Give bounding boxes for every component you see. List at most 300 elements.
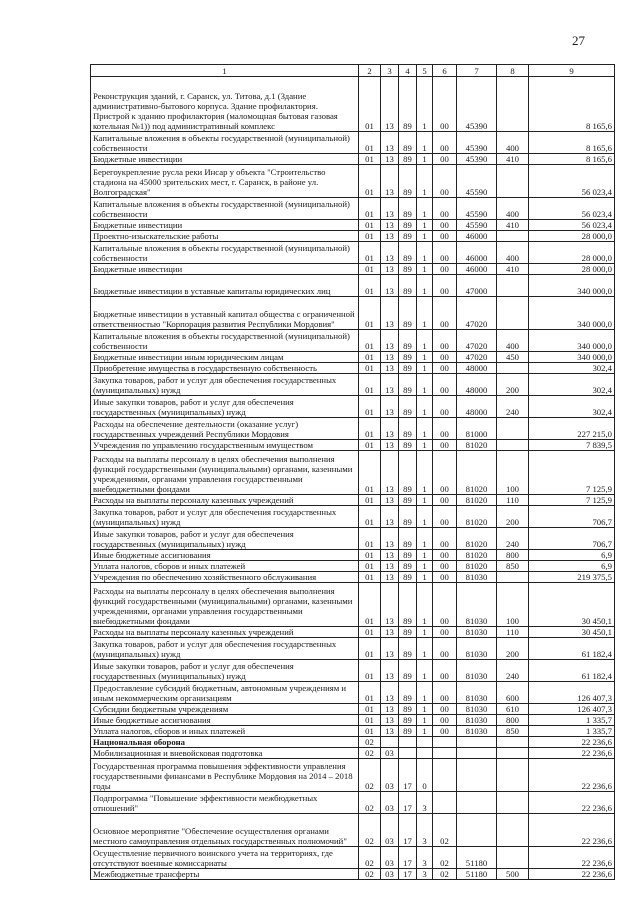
section-code: 01 xyxy=(359,550,381,561)
subprogram-code: 1 xyxy=(417,374,433,396)
program-code: 89 xyxy=(399,275,417,297)
table-row xyxy=(91,550,615,561)
direction-code: 45390 xyxy=(457,154,497,165)
table-header-row xyxy=(91,65,615,77)
activity-code xyxy=(433,748,457,759)
subprogram-code: 1 xyxy=(417,715,433,726)
direction-code: 81020 xyxy=(457,550,497,561)
program-code: 89 xyxy=(399,660,417,682)
subsection-code: 13 xyxy=(381,440,399,451)
program-code: 89 xyxy=(399,242,417,264)
expense-type-code: 240 xyxy=(497,396,529,418)
expense-type-code xyxy=(497,77,529,132)
direction-code: 48000 xyxy=(457,363,497,374)
subprogram-code: 1 xyxy=(417,704,433,715)
amount: 30 450,1 xyxy=(529,627,615,638)
section-code: 01 xyxy=(359,638,381,660)
expense-type-code: 200 xyxy=(497,638,529,660)
item-name: Основное мероприятие "Обеспечение осуществления органами местного самоуправления отдельных государственных полномочий" xyxy=(91,814,359,847)
table-row xyxy=(91,297,615,330)
amount: 7 839,5 xyxy=(529,440,615,451)
subsection-code: 13 xyxy=(381,77,399,132)
section-code: 02 xyxy=(359,748,381,759)
program-code: 89 xyxy=(399,374,417,396)
expense-type-code xyxy=(497,297,529,330)
expense-type-code: 600 xyxy=(497,682,529,704)
subsection-code: 13 xyxy=(381,330,399,352)
program-code: 89 xyxy=(399,154,417,165)
subsection-code: 13 xyxy=(381,726,399,737)
direction-code: 47000 xyxy=(457,275,497,297)
subsection-code: 13 xyxy=(381,352,399,363)
section-code: 01 xyxy=(359,726,381,737)
direction-code: 81030 xyxy=(457,660,497,682)
amount: 22 236,6 xyxy=(529,748,615,759)
subsection-code: 13 xyxy=(381,396,399,418)
activity-code xyxy=(433,792,457,814)
activity-code: 00 xyxy=(433,198,457,220)
section-code: 01 xyxy=(359,374,381,396)
activity-code: 00 xyxy=(433,77,457,132)
subprogram-code: 1 xyxy=(417,583,433,627)
program-code: 89 xyxy=(399,704,417,715)
table-row xyxy=(91,165,615,198)
subsection-code: 13 xyxy=(381,297,399,330)
subsection-code: 13 xyxy=(381,451,399,495)
expense-type-code: 400 xyxy=(497,198,529,220)
item-name: Расходы на выплаты персоналу казенных учреждений xyxy=(91,495,359,506)
subprogram-code: 1 xyxy=(417,451,433,495)
item-name: Осуществление первичного воинского учета на территориях, где отсутствуют военные комиссариаты xyxy=(91,847,359,869)
program-code: 89 xyxy=(399,682,417,704)
direction-code: 81030 xyxy=(457,704,497,715)
program-code: 17 xyxy=(399,847,417,869)
table-row xyxy=(91,231,615,242)
program-code: 89 xyxy=(399,726,417,737)
amount: 340 000,0 xyxy=(529,330,615,352)
program-code: 89 xyxy=(399,231,417,242)
table-row xyxy=(91,418,615,440)
item-name: Капитальные вложения в объекты государственной (муниципальной) собственности xyxy=(91,242,359,264)
item-name: Иные закупки товаров, работ и услуг для обеспечения государственных (муниципальных) нужд xyxy=(91,396,359,418)
expense-type-code: 400 xyxy=(497,132,529,154)
item-name: Уплата налогов, сборов и иных платежей xyxy=(91,726,359,737)
expense-type-code xyxy=(497,814,529,847)
program-code: 89 xyxy=(399,583,417,627)
subprogram-code: 1 xyxy=(417,220,433,231)
amount: 22 236,6 xyxy=(529,847,615,869)
item-name: Закупка товаров, работ и услуг для обеспечения государственных (муниципальных) нужд xyxy=(91,638,359,660)
column-header: 3 xyxy=(381,65,399,77)
section-code: 01 xyxy=(359,583,381,627)
subsection-code: 03 xyxy=(381,748,399,759)
subprogram-code: 1 xyxy=(417,165,433,198)
activity-code: 00 xyxy=(433,506,457,528)
activity-code: 00 xyxy=(433,451,457,495)
table-row xyxy=(91,396,615,418)
table-row xyxy=(91,759,615,792)
activity-code: 00 xyxy=(433,682,457,704)
expense-type-code: 450 xyxy=(497,352,529,363)
item-name: Подпрограмма "Повышение эффективности межбюджетных отношений" xyxy=(91,792,359,814)
item-name: Бюджетные инвестиции xyxy=(91,154,359,165)
amount: 7 125,9 xyxy=(529,495,615,506)
section-code: 01 xyxy=(359,660,381,682)
direction-code: 81000 xyxy=(457,418,497,440)
expense-type-code: 200 xyxy=(497,506,529,528)
item-name: Иные бюджетные ассигнования xyxy=(91,550,359,561)
item-name: Межбюджетные трансферты xyxy=(91,869,359,880)
activity-code: 00 xyxy=(433,132,457,154)
activity-code: 00 xyxy=(433,231,457,242)
expense-type-code: 800 xyxy=(497,715,529,726)
item-name: Мобилизационная и вневойсковая подготовка xyxy=(91,748,359,759)
expense-type-code: 100 xyxy=(497,451,529,495)
item-name: Реконструкция зданий, г. Саранск, ул. Титова, д.1 (Здание административно-бытового корпуса. Здание профилактория. Пристрой к зданию профилактория (маломощная бытовая газовая котельная №1)) под административный комплекс xyxy=(91,77,359,132)
subsection-code: 13 xyxy=(381,528,399,550)
table-row xyxy=(91,847,615,869)
subsection-code: 13 xyxy=(381,154,399,165)
item-name: Расходы на выплаты персоналу в целях обеспечения выполнения функций государственными (муниципальными) органами, казенными учреждениями, органами управления государственными внебюджетными фондами xyxy=(91,583,359,627)
table-row xyxy=(91,495,615,506)
program-code: 89 xyxy=(399,451,417,495)
subprogram-code: 1 xyxy=(417,572,433,583)
section-code: 01 xyxy=(359,627,381,638)
direction-code: 81030 xyxy=(457,638,497,660)
item-name: Иные бюджетные ассигнования xyxy=(91,715,359,726)
section-code: 02 xyxy=(359,847,381,869)
activity-code: 00 xyxy=(433,715,457,726)
expense-type-code: 800 xyxy=(497,550,529,561)
section-code: 01 xyxy=(359,396,381,418)
program-code xyxy=(399,737,417,748)
amount: 126 407,3 xyxy=(529,704,615,715)
table-row xyxy=(91,77,615,132)
direction-code: 81020 xyxy=(457,561,497,572)
item-name: Бюджетные инвестиции в уставный капитал общества с ограниченной ответственностью "Корпорация развития Республики Мордовия" xyxy=(91,297,359,330)
item-name: Иные закупки товаров, работ и услуг для обеспечения государственных (муниципальных) нужд xyxy=(91,528,359,550)
program-code: 89 xyxy=(399,550,417,561)
section-code: 01 xyxy=(359,440,381,451)
program-code: 89 xyxy=(399,165,417,198)
activity-code: 00 xyxy=(433,726,457,737)
subprogram-code xyxy=(417,748,433,759)
subsection-code: 13 xyxy=(381,583,399,627)
subprogram-code: 1 xyxy=(417,297,433,330)
section-code: 01 xyxy=(359,682,381,704)
subprogram-code: 3 xyxy=(417,847,433,869)
item-name: Уплата налогов, сборов и иных платежей xyxy=(91,561,359,572)
amount: 126 407,3 xyxy=(529,682,615,704)
item-name: Предоставление субсидий бюджетным, автономным учреждениям и иным некоммерческим организациям xyxy=(91,682,359,704)
subsection-code: 13 xyxy=(381,704,399,715)
activity-code: 02 xyxy=(433,847,457,869)
amount: 56 023,4 xyxy=(529,198,615,220)
program-code: 89 xyxy=(399,561,417,572)
expense-type-code: 500 xyxy=(497,869,529,880)
subprogram-code: 1 xyxy=(417,363,433,374)
direction-code: 45390 xyxy=(457,77,497,132)
expense-type-code xyxy=(497,231,529,242)
subprogram-code: 1 xyxy=(417,682,433,704)
section-code: 01 xyxy=(359,704,381,715)
expense-type-code xyxy=(497,748,529,759)
page-number: 27 xyxy=(572,33,585,48)
activity-code: 00 xyxy=(433,440,457,451)
expense-type-code: 110 xyxy=(497,495,529,506)
expense-type-code: 400 xyxy=(497,330,529,352)
subsection-code: 13 xyxy=(381,374,399,396)
subprogram-code: 1 xyxy=(417,396,433,418)
activity-code: 00 xyxy=(433,374,457,396)
program-code: 17 xyxy=(399,869,417,880)
direction-code: 47020 xyxy=(457,330,497,352)
subsection-code: 13 xyxy=(381,165,399,198)
direction-code: 81020 xyxy=(457,506,497,528)
amount: 22 236,6 xyxy=(529,792,615,814)
section-code: 01 xyxy=(359,561,381,572)
section-code: 01 xyxy=(359,77,381,132)
item-name: Субсидии бюджетным учреждениям xyxy=(91,704,359,715)
table-row xyxy=(91,220,615,231)
section-code: 01 xyxy=(359,418,381,440)
table-row xyxy=(91,638,615,660)
subsection-code: 13 xyxy=(381,132,399,154)
expense-type-code: 610 xyxy=(497,704,529,715)
activity-code: 00 xyxy=(433,242,457,264)
activity-code: 00 xyxy=(433,638,457,660)
table-row xyxy=(91,330,615,352)
amount: 22 236,6 xyxy=(529,759,615,792)
program-code: 89 xyxy=(399,418,417,440)
section-code: 01 xyxy=(359,165,381,198)
activity-code: 00 xyxy=(433,704,457,715)
item-name: Расходы на выплаты персоналу в целях обеспечения выполнения функций государственными (муниципальными) органами, казенными учреждениями, органами управления государственными внебюджетными фондами xyxy=(91,451,359,495)
subprogram-code: 1 xyxy=(417,726,433,737)
column-header: 8 xyxy=(497,65,529,77)
subprogram-code: 1 xyxy=(417,660,433,682)
program-code: 89 xyxy=(399,77,417,132)
program-code: 89 xyxy=(399,715,417,726)
subprogram-code: 1 xyxy=(417,550,433,561)
section-code: 01 xyxy=(359,572,381,583)
section-code: 01 xyxy=(359,506,381,528)
table-row xyxy=(91,572,615,583)
direction-code xyxy=(457,814,497,847)
amount: 8 165,6 xyxy=(529,132,615,154)
expense-type-code xyxy=(497,418,529,440)
expense-type-code: 410 xyxy=(497,220,529,231)
amount: 706,7 xyxy=(529,528,615,550)
activity-code: 00 xyxy=(433,550,457,561)
expense-type-code xyxy=(497,792,529,814)
item-name: Бюджетные инвестиции xyxy=(91,220,359,231)
table-row xyxy=(91,363,615,374)
amount: 8 165,6 xyxy=(529,77,615,132)
subsection-code: 13 xyxy=(381,264,399,275)
column-header: 6 xyxy=(433,65,457,77)
activity-code: 00 xyxy=(433,154,457,165)
section-code: 01 xyxy=(359,715,381,726)
amount: 6,9 xyxy=(529,550,615,561)
direction-code xyxy=(457,748,497,759)
item-name: Бюджетные инвестиции в уставные капиталы юридических лиц xyxy=(91,275,359,297)
expense-type-code: 200 xyxy=(497,374,529,396)
direction-code xyxy=(457,792,497,814)
expense-type-code xyxy=(497,737,529,748)
activity-code: 00 xyxy=(433,275,457,297)
expense-type-code: 240 xyxy=(497,528,529,550)
program-code: 89 xyxy=(399,297,417,330)
expense-type-code xyxy=(497,572,529,583)
expense-type-code: 100 xyxy=(497,583,529,627)
section-code: 01 xyxy=(359,220,381,231)
expense-type-code: 240 xyxy=(497,660,529,682)
amount: 61 182,4 xyxy=(529,638,615,660)
table-row xyxy=(91,528,615,550)
program-code: 89 xyxy=(399,495,417,506)
item-name: Учреждения по обеспечению хозяйственного обслуживания xyxy=(91,572,359,583)
amount: 56 023,4 xyxy=(529,220,615,231)
table-row xyxy=(91,627,615,638)
activity-code xyxy=(433,737,457,748)
program-code: 17 xyxy=(399,814,417,847)
amount: 7 125,9 xyxy=(529,451,615,495)
program-code: 89 xyxy=(399,396,417,418)
direction-code: 45590 xyxy=(457,198,497,220)
direction-code: 47020 xyxy=(457,297,497,330)
direction-code: 48000 xyxy=(457,396,497,418)
subsection-code: 03 xyxy=(381,759,399,792)
item-name: Национальная оборона xyxy=(91,737,359,748)
activity-code: 02 xyxy=(433,869,457,880)
item-name: Закупка товаров, работ и услуг для обеспечения государственных (муниципальных) нужд xyxy=(91,374,359,396)
amount: 340 000,0 xyxy=(529,297,615,330)
subprogram-code: 1 xyxy=(417,198,433,220)
expense-type-code: 410 xyxy=(497,154,529,165)
amount: 1 335,7 xyxy=(529,715,615,726)
item-name: Расходы на обеспечение деятельности (оказание услуг) государственных учреждений Республики Мордовия xyxy=(91,418,359,440)
section-code: 01 xyxy=(359,275,381,297)
direction-code: 81030 xyxy=(457,572,497,583)
section-code: 02 xyxy=(359,869,381,880)
amount: 340 000,0 xyxy=(529,352,615,363)
subprogram-code: 1 xyxy=(417,440,433,451)
column-header: 5 xyxy=(417,65,433,77)
activity-code: 00 xyxy=(433,583,457,627)
table-row xyxy=(91,275,615,297)
amount: 28 000,0 xyxy=(529,231,615,242)
subsection-code xyxy=(381,737,399,748)
program-code: 89 xyxy=(399,363,417,374)
activity-code: 00 xyxy=(433,528,457,550)
item-name: Капитальные вложения в объекты государственной (муниципальной) собственности xyxy=(91,132,359,154)
program-code: 89 xyxy=(399,264,417,275)
subprogram-code: 1 xyxy=(417,275,433,297)
expense-type-code xyxy=(497,275,529,297)
activity-code: 02 xyxy=(433,814,457,847)
direction-code: 46000 xyxy=(457,242,497,264)
program-code: 89 xyxy=(399,638,417,660)
amount: 28 000,0 xyxy=(529,264,615,275)
program-code: 17 xyxy=(399,759,417,792)
item-name: Приобретение имущества в государственную собственность xyxy=(91,363,359,374)
item-name: Иные закупки товаров, работ и услуг для обеспечения государственных (муниципальных) нужд xyxy=(91,660,359,682)
subsection-code: 13 xyxy=(381,198,399,220)
program-code: 89 xyxy=(399,330,417,352)
section-code: 01 xyxy=(359,528,381,550)
activity-code: 00 xyxy=(433,220,457,231)
program-code: 89 xyxy=(399,572,417,583)
subsection-code: 13 xyxy=(381,660,399,682)
column-header: 4 xyxy=(399,65,417,77)
subsection-code: 13 xyxy=(381,572,399,583)
section-code: 01 xyxy=(359,242,381,264)
subprogram-code: 1 xyxy=(417,231,433,242)
direction-code: 81030 xyxy=(457,583,497,627)
subprogram-code: 1 xyxy=(417,418,433,440)
table-row xyxy=(91,561,615,572)
table-row xyxy=(91,704,615,715)
activity-code: 00 xyxy=(433,396,457,418)
section-code: 02 xyxy=(359,792,381,814)
direction-code: 81020 xyxy=(457,495,497,506)
table-row xyxy=(91,132,615,154)
column-header: 1 xyxy=(91,65,359,77)
direction-code: 81020 xyxy=(457,451,497,495)
subprogram-code: 1 xyxy=(417,627,433,638)
table-row xyxy=(91,440,615,451)
amount: 227 215,0 xyxy=(529,418,615,440)
subsection-code: 13 xyxy=(381,682,399,704)
subsection-code: 03 xyxy=(381,814,399,847)
subprogram-code: 3 xyxy=(417,869,433,880)
expense-type-code xyxy=(497,759,529,792)
subsection-code: 13 xyxy=(381,363,399,374)
subprogram-code: 1 xyxy=(417,506,433,528)
direction-code: 48000 xyxy=(457,374,497,396)
subprogram-code: 1 xyxy=(417,242,433,264)
expense-type-code: 410 xyxy=(497,264,529,275)
section-code: 02 xyxy=(359,814,381,847)
item-name: Закупка товаров, работ и услуг для обеспечения государственных (муниципальных) нужд xyxy=(91,506,359,528)
subprogram-code: 1 xyxy=(417,638,433,660)
direction-code: 46000 xyxy=(457,231,497,242)
direction-code: 47020 xyxy=(457,352,497,363)
amount: 28 000,0 xyxy=(529,242,615,264)
direction-code: 51180 xyxy=(457,869,497,880)
subprogram-code: 1 xyxy=(417,154,433,165)
direction-code: 81030 xyxy=(457,715,497,726)
direction-code: 81030 xyxy=(457,682,497,704)
section-code: 01 xyxy=(359,451,381,495)
subsection-code: 13 xyxy=(381,550,399,561)
amount: 302,4 xyxy=(529,396,615,418)
table-row xyxy=(91,352,615,363)
table-row xyxy=(91,154,615,165)
section-code: 01 xyxy=(359,363,381,374)
direction-code: 81020 xyxy=(457,528,497,550)
section-code: 01 xyxy=(359,264,381,275)
item-name: Учреждения по управлению государственным имуществом xyxy=(91,440,359,451)
table-row xyxy=(91,682,615,704)
amount: 22 236,6 xyxy=(529,737,615,748)
subsection-code: 13 xyxy=(381,506,399,528)
expense-type-code xyxy=(497,363,529,374)
subsection-code: 13 xyxy=(381,627,399,638)
activity-code: 00 xyxy=(433,660,457,682)
program-code xyxy=(399,748,417,759)
